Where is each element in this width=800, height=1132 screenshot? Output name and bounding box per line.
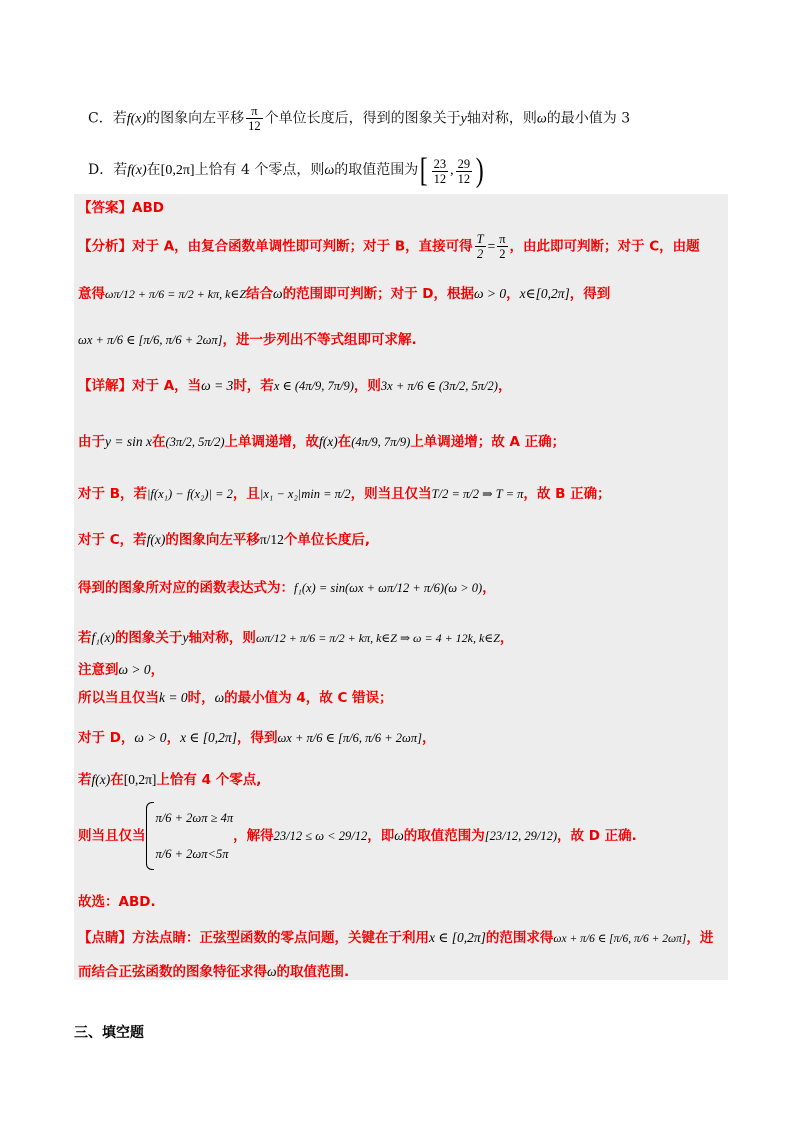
analysis-l2-omega: ω — [273, 286, 283, 301]
option-c-text1: 的图象向左平移 — [146, 110, 245, 127]
analysis-l1-a: 【分析】对于 A，由复合函数单调性即可判断；对于 B，直接可得 — [78, 238, 473, 255]
tip-l1-expr: ωx + π/6 ∈ [π/6, π/6 + 2ωπ] — [553, 933, 687, 945]
detail-l2-c: 上单调递增，故 — [224, 434, 320, 450]
analysis-frac-pi2 — [497, 232, 507, 261]
option-d-a-den: 12 — [433, 171, 447, 186]
analysis-l3-a: ，进一步列出不等式组即可求解. — [222, 332, 417, 348]
detail-l3-a: 对于 B，若 — [78, 486, 147, 502]
detail-line-2 — [78, 432, 565, 452]
detail-line-1 — [78, 376, 511, 396]
detail-l6-f1: f₁(x) — [91, 630, 115, 645]
analysis-line-1 — [78, 232, 700, 261]
analysis-l2-comma: ， — [506, 286, 520, 302]
detail-l2-b: 在 — [151, 434, 166, 450]
detail-l11-b: ，解得 — [233, 828, 274, 844]
analysis-eq: = — [487, 238, 496, 254]
option-d-b-den: 12 — [457, 171, 471, 186]
detail-l11-c: ，即 — [367, 828, 395, 844]
option-c-fraction — [246, 104, 263, 133]
tip-l1-a: 【点睛】方法点睛：正弦型函数的零点问题，关键在于利用 — [78, 930, 429, 946]
detail-l1-x: x ∈ (4π/9, 7π/9) — [273, 379, 354, 393]
analysis-l2-cond1: ω > 0 — [473, 286, 507, 301]
detail-l3-d: ，故 B 正确； — [523, 486, 611, 502]
analysis-l2-cond2: x∈[0,2π] — [519, 286, 570, 301]
detail-l9-comma: ， — [166, 730, 181, 746]
detail-l10-int: [0,2π] — [123, 772, 157, 787]
detail-l9-cond1: ω > 0 — [134, 730, 167, 745]
detail-l4-fx: f(x) — [146, 532, 166, 547]
detail-l4-b: 的图象向左平移 — [165, 532, 260, 548]
option-d-b-num: 29 — [457, 156, 471, 171]
option-c-frac-den: 12 — [248, 119, 261, 133]
detail-l6-y: y — [182, 630, 189, 645]
detail-l7-a: 注意到 — [78, 662, 119, 678]
detail-line-7 — [78, 660, 164, 680]
detail-l2-d: 在 — [337, 434, 352, 450]
detail-l3-min: |x₁ − x₂|min = π/2 — [259, 487, 351, 501]
system-row-1: π/6 + 2ωπ ≥ 4π — [155, 811, 234, 825]
option-c-text4: 的最小值为 3 — [546, 110, 631, 127]
detail-l5-expr: f₁(x) = sin(ωx + ωπ/12 + π/6)(ω > 0) — [294, 581, 483, 595]
detail-l6-c: 轴对称，则 — [188, 630, 256, 646]
detail-l6-b: 的图象关于 — [114, 630, 183, 646]
detail-l1-expr: 3x + π/6 ∈ (3π/2, 5π/2) — [380, 379, 498, 393]
option-d-a-num: 23 — [433, 156, 447, 171]
detail-l9-b: ，得到 — [236, 730, 278, 746]
analysis-l1-b: ，由此即可判断；对于 C，由题 — [509, 238, 700, 255]
option-c-omega: ω — [536, 111, 547, 127]
detail-line-3 — [78, 484, 611, 504]
detail-l2-fx: f(x) — [319, 434, 338, 449]
tip-l2-a: 而结合正弦函数的图象特征求得 — [78, 964, 267, 980]
detail-l10-fx: f(x) — [91, 772, 111, 787]
tip-l1-x: x ∈ [0,2π] — [429, 930, 486, 945]
detail-l11-e: ，故 D 正确. — [557, 828, 637, 844]
detail-l3-abs: |f(x₁) − f(x₂)| = 2 — [147, 487, 233, 501]
detail-l8-c: 的最小值为 4，故 C 错误； — [224, 690, 393, 706]
option-c-y: y — [460, 111, 467, 127]
detail-l10-b: 在 — [110, 772, 124, 788]
tip-l1-b: 的范围求得 — [485, 930, 554, 946]
tip-l2-omega: ω — [267, 964, 277, 979]
detail-l1-end: ， — [497, 378, 512, 394]
detail-l10-a: 若 — [78, 772, 92, 788]
detail-l8-k: k = 0 — [159, 690, 188, 705]
detail-l9-a: 对于 D， — [78, 730, 135, 746]
analysis-frac-pi-num: π — [499, 232, 506, 246]
detail-line-9 — [78, 728, 435, 748]
tip-line-2 — [78, 962, 349, 982]
detail-line-5 — [78, 578, 496, 598]
detail-l1-a: 【详解】对于 A，当 — [78, 378, 202, 394]
analysis-frac-t2 — [475, 232, 486, 261]
detail-l7-end: ， — [150, 662, 165, 678]
detail-l3-t: T/2 = π/2 ⇒ T = π — [431, 487, 524, 501]
detail-line-8 — [78, 688, 393, 708]
detail-l1-c: ，则 — [353, 378, 381, 394]
system-row-2: π/6 + 2ωπ<5π — [155, 847, 229, 861]
detail-l2-a: 由于 — [78, 434, 105, 450]
detail-l10-c: 上恰有 4 个零点, — [156, 772, 262, 788]
inequality-system — [146, 800, 234, 872]
detail-l4-a: 对于 C，若 — [78, 532, 147, 548]
analysis-line-3 — [78, 330, 417, 350]
tip-l2-b: 的取值范围. — [276, 964, 350, 980]
analysis-l3-expr: ωx + π/6 ∈ [π/6, π/6 + 2ωπ] — [78, 333, 223, 347]
analysis-l2-b: 结合 — [246, 286, 274, 302]
option-d-omega: ω — [324, 163, 335, 179]
section-title: 三、填空题 — [74, 1025, 144, 1041]
detail-l4-c: 个单位长度后, — [283, 532, 371, 548]
detail-l7-cond: ω > 0 — [118, 662, 151, 677]
detail-l5-end: ， — [482, 580, 496, 596]
detail-l5-a: 得到的图象所对应的函数表达式为： — [78, 580, 294, 596]
detail-l6-expr: ωπ/12 + π/6 = π/2 + kπ, k∈Z ⇒ ω = 4 + 12k, k∈Z — [255, 631, 500, 645]
detail-l11-omega: ω — [394, 828, 404, 843]
analysis-frac-t-num: T — [476, 232, 484, 246]
detail-line-4 — [78, 530, 370, 550]
detail-l2-int1: (3π/2, 5π/2) — [165, 435, 225, 449]
analysis-l2-c: 的范围即可判断；对于 D，根据 — [282, 286, 474, 302]
detail-l2-int2: (4π/9, 7π/9) — [351, 435, 411, 449]
detail-l2-e: 上单调递增；故 A 正确； — [410, 434, 566, 450]
option-d-interval: [0,2π] — [160, 163, 195, 179]
option-d-text2: 上恰有 4 个零点，则 — [194, 162, 325, 179]
detail-l8-omega: ω — [214, 690, 225, 705]
detail-line-11 — [78, 800, 637, 880]
detail-l1-b: 时，若 — [233, 378, 274, 394]
detail-l11-a: 则当且仅当 — [78, 828, 146, 844]
detail-l1-cond: ω = 3 — [201, 378, 234, 393]
detail-l11-range: [23/12, 29/12) — [484, 829, 557, 843]
analysis-frac-pi-den: 2 — [499, 247, 506, 261]
option-d-fx: f(x) — [127, 163, 147, 179]
detail-l3-b: ，且 — [232, 486, 260, 502]
analysis-l2-d: ，得到 — [569, 286, 611, 302]
option-c-fx: f(x) — [126, 111, 147, 127]
detail-l6-end: ， — [499, 630, 514, 646]
detail-l4-frac: π/12 — [259, 532, 284, 547]
choice-label: 故选：ABD. — [78, 894, 156, 910]
detail-l8-b: 时， — [187, 690, 215, 706]
tip-l1-c: ，进 — [686, 930, 714, 946]
option-d-label: D．若 — [88, 162, 128, 179]
option-c-text3: 轴对称，则 — [466, 110, 537, 127]
option-c-label: C．若 — [88, 110, 127, 127]
detail-line-6 — [78, 628, 513, 648]
answer-label: 【答案】ABD — [78, 200, 164, 216]
option-d-text3: 的取值范围为 — [334, 162, 419, 179]
detail-l2-y: y = sin x — [105, 434, 152, 449]
detail-l11-d: 的取值范围为 — [403, 828, 485, 844]
option-d-text1: 在 — [146, 162, 161, 179]
option-d-range: [ $\frac{23}{12}$ , $\frac{29}{12}$ ) — [419, 152, 484, 189]
detail-l9-expr: ωx + π/6 ∈ [π/6, π/6 + 2ωπ] — [277, 731, 422, 745]
detail-l11-ineq: 23/12 ≤ ω < 29/12 — [273, 829, 368, 843]
detail-l3-c: ，则当且仅当 — [350, 486, 432, 502]
analysis-frac-t-den: 2 — [476, 247, 484, 261]
detail-l9-end: ， — [421, 730, 436, 746]
analysis-line-2 — [78, 284, 610, 304]
option-c-text2: 个单位长度后，得到的图象关于 — [264, 110, 461, 127]
tip-line-1 — [78, 928, 713, 949]
detail-l9-cond2: x ∈ [0,2π] — [180, 730, 237, 745]
analysis-l2-expr: ωπ/12 + π/6 = π/2 + kπ, k∈Z — [105, 287, 247, 301]
option-c — [88, 104, 630, 133]
detail-l8-a: 所以当且仅当 — [78, 690, 159, 706]
option-c-frac-num: π — [246, 104, 263, 119]
detail-line-10 — [78, 770, 261, 790]
option-d — [88, 154, 485, 188]
detail-l6-a: 若 — [78, 630, 92, 646]
analysis-l2-a: 意得 — [78, 286, 105, 302]
